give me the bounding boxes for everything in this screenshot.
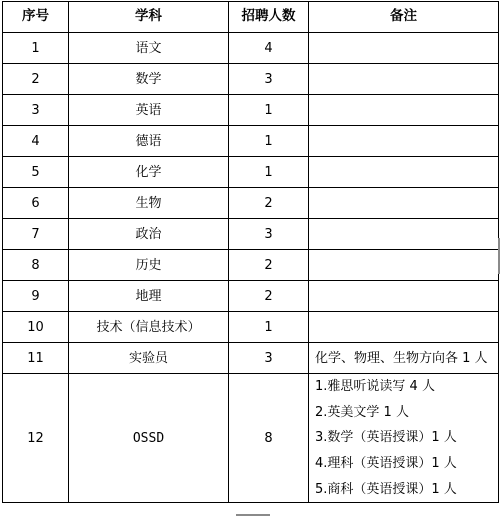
row-index: 8 xyxy=(3,250,69,281)
row-subject: 历史 xyxy=(69,250,229,281)
row-remarks xyxy=(309,281,499,312)
row-remarks xyxy=(309,95,499,126)
header-subject: 学科 xyxy=(69,2,229,33)
header-index: 序号 xyxy=(3,2,69,33)
row-index: 12 xyxy=(3,374,69,503)
row-index: 7 xyxy=(3,219,69,250)
row-count: 2 xyxy=(229,250,309,281)
row-count: 2 xyxy=(229,281,309,312)
row-subject: 实验员 xyxy=(69,343,229,374)
table-row xyxy=(3,219,499,250)
table-row xyxy=(3,312,499,343)
row-subject: 地理 xyxy=(69,281,229,312)
row-index: 3 xyxy=(3,95,69,126)
remarks-list xyxy=(315,374,498,502)
row-subject: 语文 xyxy=(69,33,229,64)
table-row xyxy=(3,64,499,95)
row-remarks xyxy=(309,219,499,250)
row-count: 8 xyxy=(229,374,309,503)
row-remarks xyxy=(309,188,499,219)
row-index: 4 xyxy=(3,126,69,157)
row-index: 2 xyxy=(3,64,69,95)
row-count: 1 xyxy=(229,312,309,343)
row-index: 11 xyxy=(3,343,69,374)
row-index: 1 xyxy=(3,33,69,64)
row-subject: 政治 xyxy=(69,219,229,250)
row-count: 3 xyxy=(229,219,309,250)
remarks-list-item: 4.理科（英语授课）1 人 xyxy=(315,456,457,472)
row-subject: 德语 xyxy=(69,126,229,157)
remarks-list-item: 3.数学（英语授课）1 人 xyxy=(315,430,457,446)
row-subject: 技术（信息技术） xyxy=(69,312,229,343)
row-remarks xyxy=(309,64,499,95)
header-remarks: 备注 xyxy=(309,2,499,33)
row-remarks xyxy=(309,33,499,64)
row-subject: 生物 xyxy=(69,188,229,219)
row-count: 3 xyxy=(229,64,309,95)
row-remarks xyxy=(309,250,499,281)
row-index: 6 xyxy=(3,188,69,219)
table-row xyxy=(3,33,499,64)
row-index: 10 xyxy=(3,312,69,343)
row-index: 5 xyxy=(3,157,69,188)
table-row xyxy=(3,95,499,126)
row-subject: 英语 xyxy=(69,95,229,126)
row-count: 4 xyxy=(229,33,309,64)
row-remarks xyxy=(309,157,499,188)
row-count: 2 xyxy=(229,188,309,219)
row-subject: OSSD xyxy=(69,374,229,503)
table-header-row xyxy=(3,2,499,33)
table-row xyxy=(3,188,499,219)
remarks-list-item: 2.英美文学 1 人 xyxy=(315,404,409,420)
row-subject: 化学 xyxy=(69,157,229,188)
row-subject: 数学 xyxy=(69,64,229,95)
row-index: 9 xyxy=(3,281,69,312)
resize-handle-bottom[interactable] xyxy=(236,514,270,516)
table-row xyxy=(3,343,499,374)
row-count: 3 xyxy=(229,343,309,374)
table-row xyxy=(3,126,499,157)
resize-handle-right[interactable] xyxy=(498,238,500,274)
recruitment-table xyxy=(2,1,499,503)
row-remarks xyxy=(309,126,499,157)
table-row xyxy=(3,281,499,312)
row-count: 1 xyxy=(229,157,309,188)
table-row-ossd xyxy=(3,374,499,503)
row-count: 1 xyxy=(229,126,309,157)
row-remarks xyxy=(309,374,499,503)
header-count: 招聘人数 xyxy=(229,2,309,33)
row-count: 1 xyxy=(229,95,309,126)
row-remarks xyxy=(309,312,499,343)
remarks-list-item: 5.商科（英语授课）1 人 xyxy=(315,481,457,497)
row-remarks: 化学、物理、生物方向各 1 人 xyxy=(309,343,499,374)
table-row xyxy=(3,157,499,188)
table-row xyxy=(3,250,499,281)
remarks-list-item: 1.雅思听说读写 4 人 xyxy=(315,379,435,395)
